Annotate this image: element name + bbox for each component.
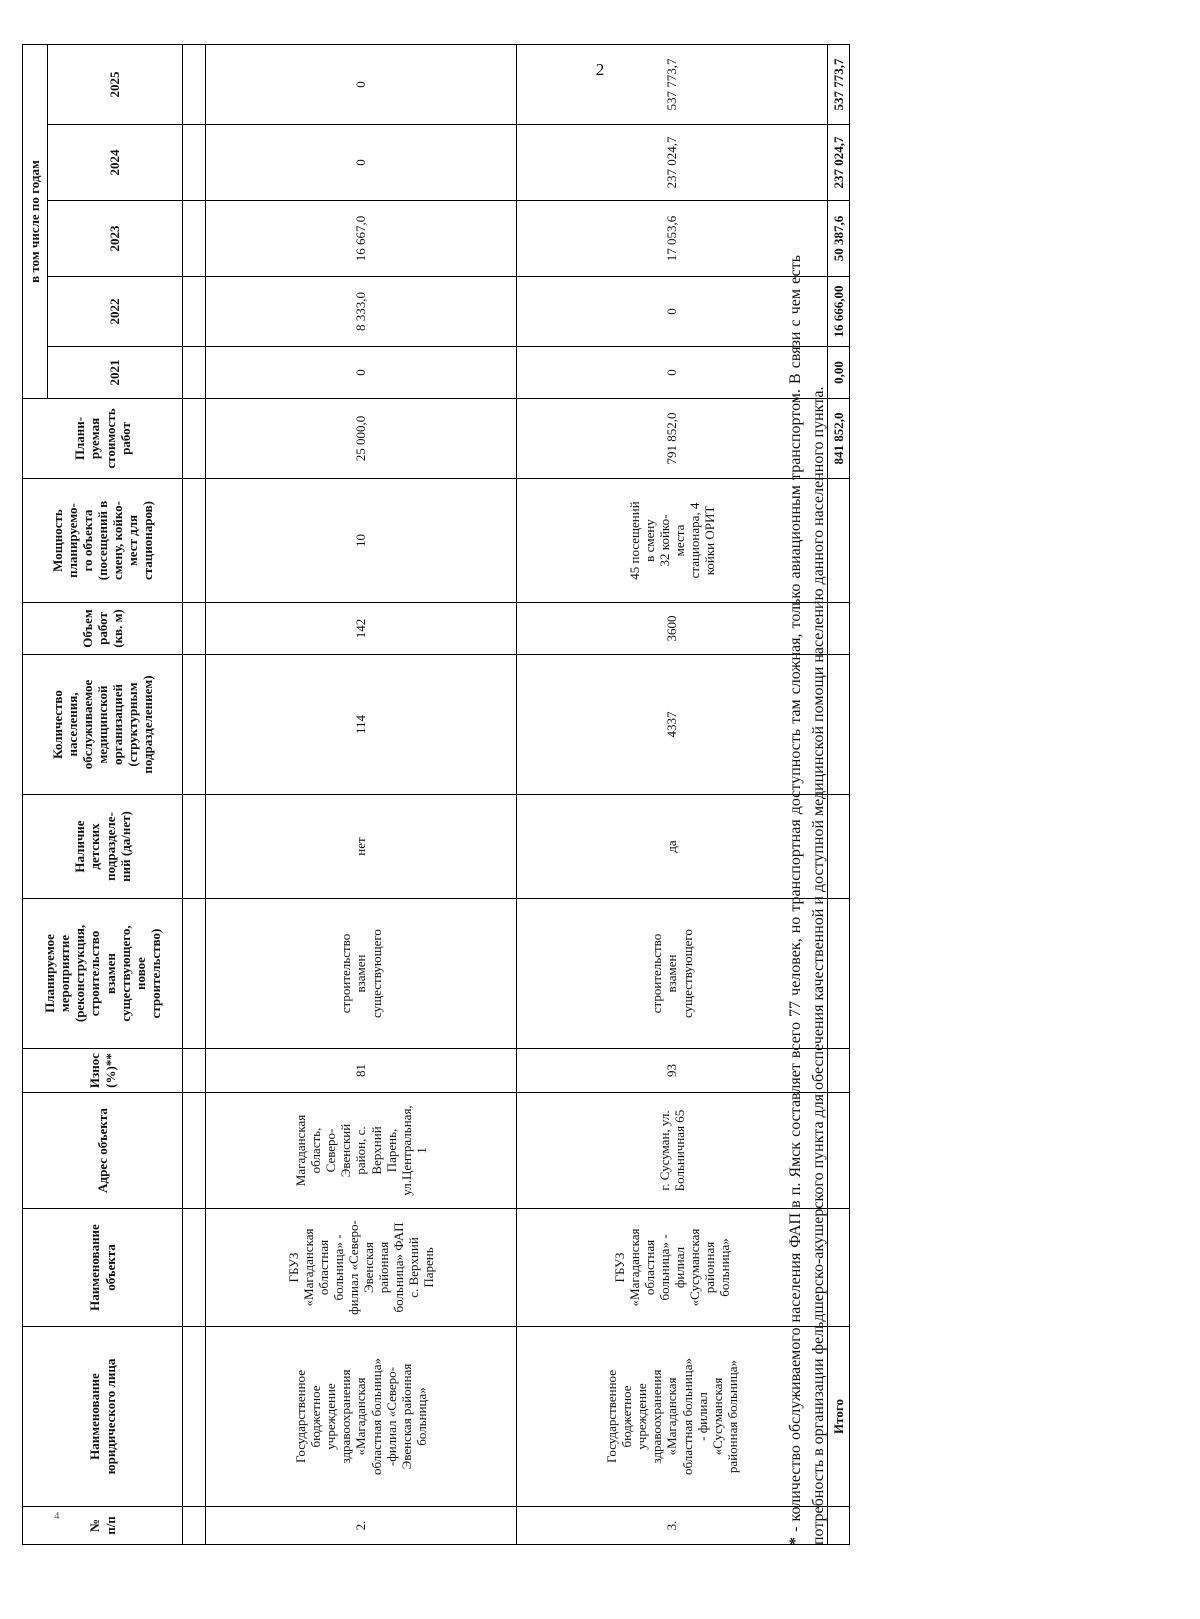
header-year: 2021 [48, 347, 183, 399]
year-value-cell: 8 333,0 [206, 277, 517, 347]
header-legal-entity: Наименование юридического лица [23, 1327, 183, 1507]
header-cost: Плани- руемая стоимость работ [23, 399, 183, 479]
table-row [206, 45, 517, 1545]
header-wear: Износ (%)** [23, 1049, 183, 1093]
column-number [183, 347, 206, 399]
capacity-cell: 45 посещений в смену 32 койко- места стационара, 4 койки ОРИТ [517, 479, 828, 603]
capacity-cell: 10 [206, 479, 517, 603]
row-num: 2. [206, 1507, 517, 1545]
column-number-row [183, 45, 206, 1545]
total-year-cell: 237 024,7 [828, 125, 850, 201]
margin-mark: 4 [54, 1510, 60, 1522]
year-value-cell: 0 [206, 45, 517, 125]
column-number [183, 795, 206, 899]
column-number [183, 399, 206, 479]
column-number [183, 1093, 206, 1209]
total-year-cell: 16 666,00 [828, 277, 850, 347]
column-number [183, 1327, 206, 1507]
object-name-cell: ГБУЗ «Магаданская областная больница» - филиал «Северо- Эвенская районная больница» ФАП с. Верхний Парень [206, 1209, 517, 1327]
column-number [183, 1507, 206, 1545]
volume-cell: 3600 [517, 603, 828, 655]
total-row [828, 45, 850, 1545]
header-children: Наличие детских подразделе- ний (да/нет) [23, 795, 183, 899]
column-number [183, 899, 206, 1049]
total-empty-cell [828, 795, 850, 899]
total-empty-cell [828, 899, 850, 1049]
header-capacity: Мощность планируемо- го объекта (посещений в смену, койко- мест для стационаров) [23, 479, 183, 603]
activity-cell: строительство взамен существующего [517, 899, 828, 1049]
wear-cell: 81 [206, 1049, 517, 1093]
column-number [183, 1049, 206, 1093]
total-empty-cell [828, 1049, 850, 1093]
total-cost-cell: 841 852,0 [828, 399, 850, 479]
children-cell: да [517, 795, 828, 899]
table-row [517, 45, 828, 1545]
header-num: № п/п [23, 1507, 183, 1545]
total-empty-cell [828, 1209, 850, 1327]
population-cell: 4337 [517, 655, 828, 795]
year-value-cell: 0 [206, 125, 517, 201]
header-year: 2023 [48, 201, 183, 277]
population-cell: 114 [206, 655, 517, 795]
rotated-page-content [0, 35, 1200, 1575]
total-empty-cell [828, 655, 850, 795]
year-value-cell: 0 [206, 347, 517, 399]
header-address: Адрес объекта [23, 1093, 183, 1209]
wear-cell: 93 [517, 1049, 828, 1093]
total-empty-cell [828, 1507, 850, 1545]
column-number [183, 45, 206, 125]
page-number: 2 [595, 60, 605, 79]
header-row [23, 45, 48, 1545]
total-empty-cell [828, 603, 850, 655]
cost-cell: 25 000,0 [206, 399, 517, 479]
column-number [183, 655, 206, 795]
address-cell: Магаданская область, Северо- Эвенский район, с. Верхний Парень, ул.Центральная, 1 [206, 1093, 517, 1209]
header-year: 2022 [48, 277, 183, 347]
total-year-cell: 0,00 [828, 347, 850, 399]
header-activity: Планируемое мероприятие (реконструкция, строительство взамен существующего, новое строительство) [23, 899, 183, 1049]
total-empty-cell [828, 479, 850, 603]
column-number [183, 201, 206, 277]
column-number [183, 479, 206, 603]
year-value-cell: 17 053,6 [517, 201, 828, 277]
column-number [183, 125, 206, 201]
year-value-cell: 537 773,7 [517, 45, 828, 125]
column-number [183, 277, 206, 347]
volume-cell: 142 [206, 603, 517, 655]
cost-cell: 791 852,0 [517, 399, 828, 479]
header-by-years: в том числе по годам [23, 45, 48, 399]
header-object-name: Наименование объекта [23, 1209, 183, 1327]
total-label: Итого [828, 1327, 850, 1507]
footnote [784, 255, 830, 1545]
column-number [183, 603, 206, 655]
total-year-cell: 50 387,6 [828, 201, 850, 277]
total-empty-cell [828, 1093, 850, 1209]
object-name-cell: ГБУЗ «Магаданская областная больница» - филиал «Сусуманская районная больница» [517, 1209, 828, 1327]
header-year: 2024 [48, 125, 183, 201]
total-year-cell: 537 773,7 [828, 45, 850, 125]
legal-entity-cell: Государственное бюджетное учреждение здравоохранения «Магаданская областная больница» - филиал «Сусуманская районная больница» [517, 1327, 828, 1507]
year-value-cell: 16 667,0 [206, 201, 517, 277]
header-year: 2025 [48, 45, 183, 125]
year-value-cell: 0 [517, 277, 828, 347]
column-number [183, 1209, 206, 1327]
footnote-text: - количество обслуживаемого населения ФАП в п. Ямск составляет всего 77 человек, но транспортная доступность там сложная, только авиационным транспортом. В связи с чем есть потребность в организации фельдшерско-акушерского пункта для обеспечения качественной и доступной медицинской помощи населению данного населенного пункта. [787, 255, 828, 1545]
children-cell: нет [206, 795, 517, 899]
address-cell: г. Сусуман, ул. Больничная 65 [517, 1093, 828, 1209]
year-value-cell: 237 024,7 [517, 125, 828, 201]
legal-entity-cell: Государственное бюджетное учреждение здравоохранения «Магаданская областная больница» -филиал «Северо- Эвенская районная больница» [206, 1327, 517, 1507]
footnote-mark: * [787, 1537, 804, 1545]
year-value-cell: 0 [517, 347, 828, 399]
activity-cell: строительство взамен существующего [206, 899, 517, 1049]
objects-table [22, 44, 850, 1545]
header-population: Количество населения, обслуживаемое медицинской организацией (структурным подразделением) [23, 655, 183, 795]
row-num: 3. [517, 1507, 828, 1545]
header-volume: Объем работ (кв. м) [23, 603, 183, 655]
